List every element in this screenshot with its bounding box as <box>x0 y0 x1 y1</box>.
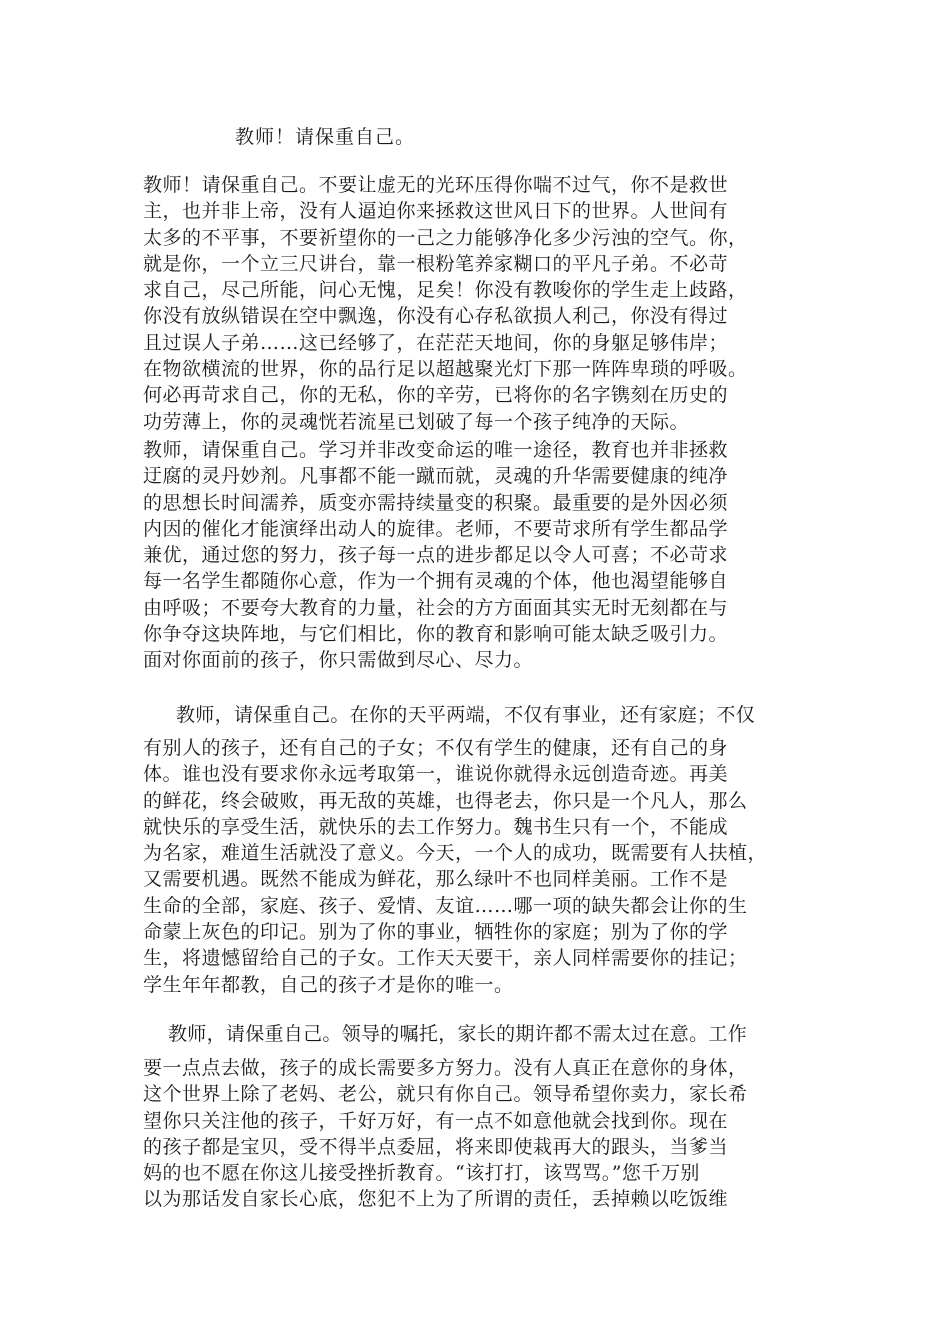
paragraph-line: 由呼吸；不要夸大教育的力量，社会的方方面面其实无时无刻都在与 <box>143 596 729 619</box>
paragraph-line: 太多的不平事，不要祈望你的一己之力能够净化多少污浊的空气。你， <box>143 226 748 249</box>
paragraph-line: 的思想长时间濡养，质变亦需持续量变的积聚。最重要的是外因必须 <box>143 491 729 514</box>
paragraph-line: 在物欲横流的世界，你的品行足以超越聚光灯下那一阵阵卑琐的呼吸。 <box>143 358 748 381</box>
paragraph-3 <box>143 735 813 998</box>
paragraph-line: 为名家，难道生活就没了意义。今天，一个人的成功，既需要有人扶植， <box>143 842 768 865</box>
paragraph-line: 每一名学生都随你心意，作为一个拥有灵魂的个体，他也渴望能够自 <box>143 570 729 593</box>
paragraph-line: 面对你面前的孩子，你只需做到尽心、尽力。 <box>143 649 534 672</box>
paragraph-line: 主，也并非上帝，没有人逼迫你来拯救这世风日下的世界。人世间有 <box>143 200 729 223</box>
paragraph-line: 何必再苛求自己，你的无私，你的辛劳，已将你的名字镌刻在历史的 <box>143 384 729 407</box>
paragraph-line: 迂腐的灵丹妙剂。凡事都不能一蹴而就，灵魂的升华需要健康的纯净 <box>143 465 729 488</box>
paragraph-2 <box>143 437 813 674</box>
paragraph-line: 就快乐的享受生活，就快乐的去工作努力。魏书生只有一个，不能成 <box>143 815 729 838</box>
paragraph-line: 求自己，尽己所能，问心无愧，足矣！你没有教唆你的学生走上歧路， <box>143 279 748 302</box>
paragraph-line: 命蒙上灰色的印记。别为了你的事业，牺牲你的家庭；别为了你的学 <box>143 921 729 944</box>
paragraph-line: 生命的全部，家庭、孩子、爱情、友谊……哪一项的缺失都会让你的生 <box>143 894 748 917</box>
paragraph-line: 内因的催化才能演绎出动人的旋律。老师，不要苛求所有学生都品学 <box>143 517 729 540</box>
paragraph-line: 以为那话发自家长心底，您犯不上为了所谓的责任，丢掉赖以吃饭维 <box>143 1188 729 1211</box>
paragraph-4 <box>143 1055 813 1213</box>
paragraph-line: 学生年年都教，自己的孩子才是你的唯一。 <box>143 973 514 996</box>
paragraph-line: 你争夺这块阵地，与它们相比，你的教育和影响可能太缺乏吸引力。 <box>143 623 729 646</box>
paragraph-line: 功劳薄上，你的灵魂恍若流星已划破了每一个孩子纯净的天际。 <box>143 410 690 433</box>
paragraph-line: 且过误人子弟……这已经够了，在茫茫天地间，你的身躯足够伟岸； <box>143 331 729 354</box>
paragraph-line: 又需要机遇。既然不能成为鲜花，那么绿叶不也同样美丽。工作不是 <box>143 868 729 891</box>
paragraph-line: 教师！请保重自己。不要让虚无的光环压得你喘不过气，你不是救世 <box>143 174 729 196</box>
paragraph-line: 兼优，通过您的努力，孩子每一点的进步都足以令人可喜；不必苛求 <box>143 544 729 567</box>
paragraph-line: 妈的也不愿在你这儿接受挫折教育。“该打打，该骂骂。”您千万别 <box>143 1162 700 1185</box>
paragraph-4-first-line: 教师，请保重自己。领导的嘱托，家长的期许都不需太过在意。工作 <box>168 1023 748 1045</box>
paragraph-line: 有别人的孩子，还有自己的子女；不仅有学生的健康，还有自己的身 <box>143 737 729 759</box>
paragraph-line: 体。谁也没有要求你永远考取第一，谁说你就得永远创造奇迹。再美 <box>143 763 729 786</box>
paragraph-line: 的孩子都是宝贝，受不得半点委屈，将来即使栽再大的跟头，当爹当 <box>143 1135 729 1158</box>
paragraph-line: 要一点点去做，孩子的成长需要多方努力。没有人真正在意你的身体， <box>143 1057 748 1079</box>
document-title: 教师！请保重自己。 <box>235 126 416 148</box>
paragraph-line: 就是你，一个立三尺讲台，靠一根粉笔养家糊口的平凡子弟。不必苛 <box>143 252 729 275</box>
paragraph-line: 望你只关注他的孩子，千好万好，有一点不如意他就会找到你。现在 <box>143 1109 729 1132</box>
paragraph-line: 这个世界上除了老妈、老公，就只有你自己。领导希望你卖力，家长希 <box>143 1083 748 1106</box>
paragraph-line: 生，将遗憾留给自己的子女。工作天天要干，亲人同样需要你的挂记； <box>143 947 748 970</box>
paragraph-line: 的鲜花，终会破败，再无敌的英雄，也得老去，你只是一个凡人，那么 <box>143 789 748 812</box>
paragraph-line: 教师，请保重自己。学习并非改变命运的唯一途径，教育也并非拯救 <box>143 439 729 461</box>
paragraph-3-first-line: 教师，请保重自己。在你的天平两端，不仅有事业，还有家庭；不仅 <box>176 704 756 726</box>
paragraph-line: 你没有放纵错误在空中飘逸，你没有心存私欲损人利己，你没有得过 <box>143 305 729 328</box>
paragraph-1 <box>143 172 813 435</box>
